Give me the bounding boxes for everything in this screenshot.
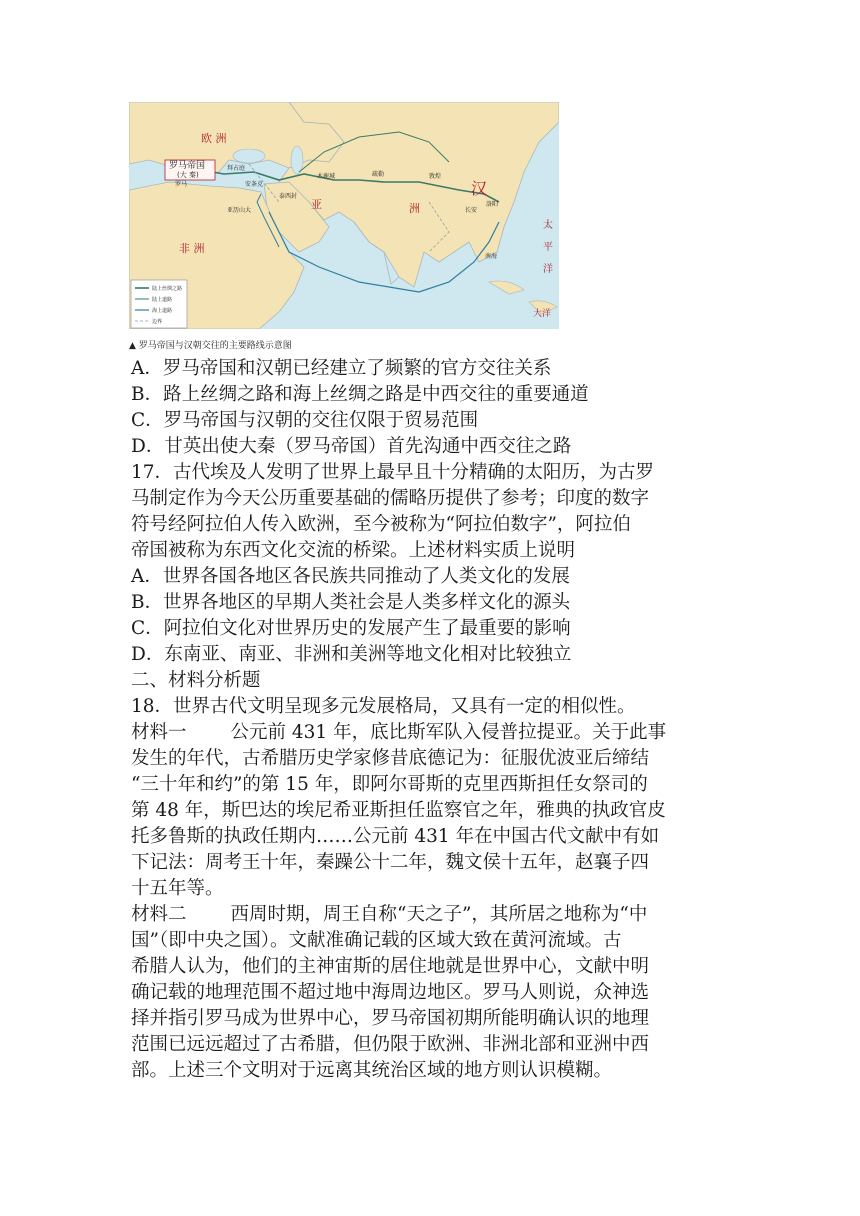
material-1-first: 公元前 431 年，底比斯军队入侵普拉提亚。关于此事 [230,722,667,743]
material-1-first-line [131,720,731,746]
material-1-line: 第 48 年，斯巴达的埃尼希亚斯担任监察官之年，雅典的执政官皮 [131,800,666,821]
legend-sea-road: 海上道路 [152,308,173,314]
label-taixifeng: 泰西封 [279,193,298,200]
section-heading: 二、材料分析题 [131,670,261,691]
label-ocean-a: 太 [543,220,553,231]
material-2-line: 择并指引罗马成为世界中心，罗马帝国初期所能明确认识的地理 [131,1008,650,1029]
label-alexandria: 亚历山大 [227,207,252,214]
label-dunhuang: 敦煌 [429,173,442,180]
label-europe: 欧 洲 [201,132,227,145]
map-caption: ▲ 罗马帝国与汉朝交往的主要路线示意图 [129,341,292,351]
label-asia-b: 洲 [409,202,420,215]
label-luoma: 罗马 [175,181,188,188]
label-changan: 长安 [465,207,478,214]
label-luoyang: 洛阳 [486,201,499,208]
option-c-16: C．罗马帝国与汉朝的交往仅限于贸易范围 [131,410,479,431]
material-2-line: 部。上述三个文明对于远离其统治区域的地方则认识模糊。 [131,1060,613,1081]
label-anduoke: 安条克 [245,181,264,188]
legend-border: 边界 [152,319,163,325]
material-2-line: 国”（即中央之国）。文献准确记载的区域大致在黄河流域。古 [131,930,622,951]
label-asia-a: 亚 [311,198,322,211]
label-baizhanting: 拜占庭 [227,165,246,172]
material-2-line: 范围已远远超过了古希腊，但仍限于欧洲、非洲北部和亚洲中西 [131,1034,650,1055]
option-a-16: A．罗马帝国和汉朝已经建立了频繁的官方交往关系 [131,358,552,379]
legend-land-silk-road: 陆上丝绸之路 [152,286,183,292]
label-shule: 疏勒 [372,171,385,178]
material-2-line: 确记载的地理范围不超过地中海周边地区。罗马人则说，众神选 [131,982,650,1003]
label-ocean-b: 平 [543,242,553,253]
material-2-label: 材料二 [131,904,187,925]
question-17-line-4: 帝国被称为东西文化交流的桥梁。上述材料实质上说明 [131,540,576,561]
option-b-16: B．路上丝绸之路和海上丝绸之路是中西交往的重要通道 [131,384,589,405]
material-1-line: 托多鲁斯的执政任期内……公元前 431 年在中国古代文献中有如 [131,826,660,847]
label-nanhai: 南海 [485,253,498,260]
option-a-17: A．世界各国各地区各民族共同推动了人类文化的发展 [131,566,570,587]
black-sea [233,149,265,163]
material-2-line: 希腊人认为，他们的主神宙斯的居住地就是世界中心，文献中明 [131,956,650,977]
label-hainan: 大洋 [533,309,552,319]
option-d-16: D．甘英出使大秦（罗马帝国）首先沟通中西交往之路 [131,436,572,457]
option-c-17: C．阿拉伯文化对世界历史的发展产生了最重要的影响 [131,618,571,639]
label-africa: 非 洲 [179,242,205,255]
material-1-line: 十五年等。 [131,878,224,899]
question-17-line-1: 17．古代埃及人发明了世界上最早且十分精确的太阳历，为古罗 [131,462,655,483]
material-1-line: 发生的年代，古希腊历史学家修昔底德记为：征服优波亚后缔结 [131,748,650,769]
label-rome: 罗马帝国 [169,161,206,171]
map-legend [131,280,187,328]
material-1-line: “三十年和约”的第 15 年，即阿尔哥斯的克里西斯担任女祭司的 [131,774,648,795]
option-b-17: B．世界各地区的早期人类社会是人类多样文化的源头 [131,592,571,613]
option-d-17: D．东南亚、南亚、非洲和美洲等地文化相对比较独立 [131,644,572,665]
material-1-line: 下记法：周考王十年，秦躁公十二年，魏文侯十五年，赵襄子四 [131,852,650,873]
question-17-line-3: 符号经阿拉伯人传入欧洲，至今被称为“阿拉伯数字”，阿拉伯 [131,514,631,535]
silk-road-map [129,102,559,329]
label-ocean-c: 洋 [543,264,553,275]
question-text [131,356,731,1084]
material-2-first: 西周时期，周王自称“天之子”，其所居之地称为“中 [230,904,648,925]
label-han: 汉 [471,179,488,198]
label-mulu: 木鹿城 [317,173,336,180]
question-18-stem: 18．世界古代文明呈现多元发展格局，又具有一定的相似性。 [131,696,636,717]
label-daqin: (大 秦) [177,171,199,179]
material-2-first-line [131,902,731,928]
material-1-label: 材料一 [131,722,187,743]
legend-land-road: 陆上道路 [152,297,173,303]
question-17-line-2: 马制定作为今天公历重要基础的儒略历提供了参考；印度的数字 [131,488,650,509]
